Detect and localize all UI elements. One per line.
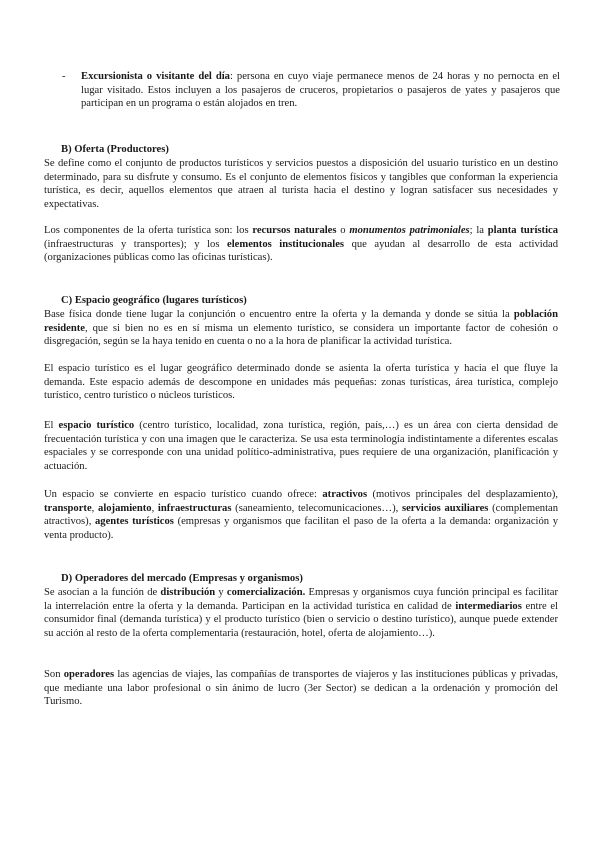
section-d-paragraph-1: Se asocian a la función de distribución y comercialización. Empresas y organismos cuya función principal es facilitar la interrelación entre la oferta y la demanda. Participan en la actividad turística en calidad de intermediarios entre el consumidor final (demanda turística) y el producto turístico (bien o servicio o destino turístico), aunque puede extender su acción al resto de la oferta complementaria (restauración, hotel, oferta de alojamiento…). [44,587,558,639]
section-c-paragraph-1: Base física donde tiene lugar la conjunción o encuentro entre la oferta y la demanda y donde se sitúa la población residente, que si bien no es en sí misma un elemento turístico, se considera un importante factor de cohesión o disgregación, según se la haya tenido en cuenta o no a la hora de planificar la actividad turística. [44,309,558,348]
section-c-paragraph-2: El espacio turístico es el lugar geográfico determinado donde se asienta la oferta turística y hacia el que fluye la demanda. Este espacio además de descompone en unidades más pequeñas: zonas turísticas, área turística, complejo turístico, centro turístico o núcleos turísticos. [44,363,558,402]
section-c-paragraph-4: Un espacio se convierte en espacio turístico cuando ofrece: atractivos (motivos principales del desplazamiento), transporte, alojamiento, infraestructuras (saneamiento, telecomunicaciones…), servicios auxiliares (complementan atractivos), agentes turísticos (empresas y organismos que facilitan el paso de la oferta a la demanda: organización y venta producto). [44,489,559,541]
section-d-heading: D) Operadores del mercado (Empresas y organismos) [61,573,303,584]
section-c-heading: C) Espacio geográfico (lugares turísticos) [61,295,247,306]
section-b-paragraph-1: Se define como el conjunto de productos turísticos y servicios puestos a disposición del usuario turístico en un destino determinado, para su disfrute y consumo. Es el conjunto de elementos físicos y tangibles que conforman la experiencia turística, es decir, aquellos elementos que atraen al turista hacia el destino y logran satisfacer sus necesidades y expectativas. [44,158,558,210]
section-b-paragraph-2: Los componentes de la oferta turística son: los recursos naturales o monumentos patrimoniales; la planta turística (infraestructuras y transportes); y los elementos institucionales que ayudan al desarrollo de esta actividad (organizaciones públicas como las oficinas turísticas). [44,225,559,264]
section-d-paragraph-2: Son operadores las agencias de viajes, las compañías de transportes de viajeros y las instituciones públicas y privadas, que mediante una labor profesional o sin ánimo de lucro (3er Sector) se dedican a la ordenación y promoción del Turismo. [44,669,558,708]
bullet-term: Excursionista o visitante del día [81,71,230,82]
bullet-item-excursionista [62,70,560,111]
section-b-heading: B) Oferta (Productores) [61,144,169,155]
bullet-dash: - [62,71,66,82]
bullet-definition: : persona en cuyo viaje permanece menos de 24 horas y no pernocta en el lugar visitado. Estos incluyen a los pasajeros de cruceros, propietarios o pasajeros de yates y pasajeros que participan en un programa o están alojados en tren. [81,71,560,110]
section-c-paragraph-3: El espacio turístico (centro turístico, localidad, zona turística, región, país,…) es un área con cierta densidad de frecuentación turística y con una imagen que le caracteriza. Se usa esta terminología indistintamente a diferentes escalas espaciales y se corresponde con una unidad político-administrativa, pues requiere de una organización, planificación y actuación. [44,420,558,472]
bullet-text [81,70,560,111]
